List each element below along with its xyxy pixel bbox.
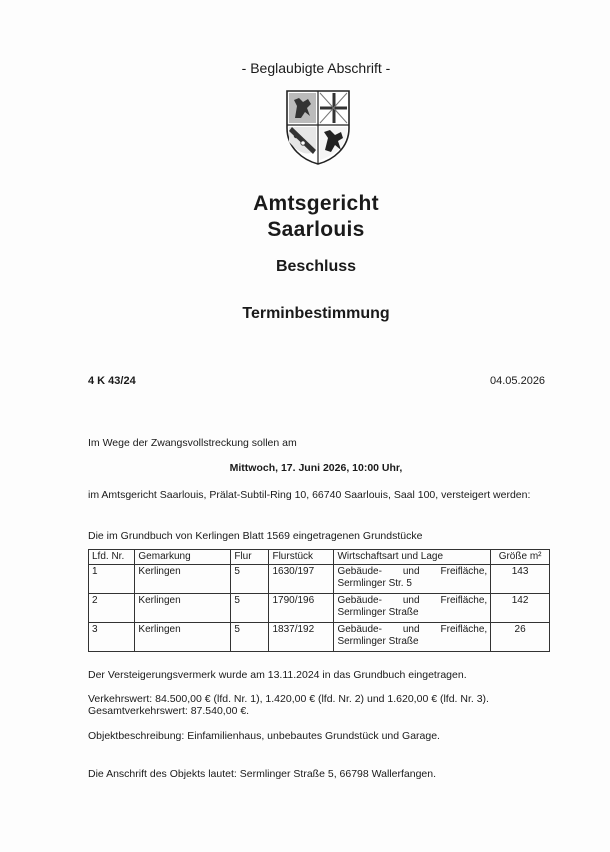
court-name-line2: Saarlouis [267,218,365,241]
hearing-datetime: Mittwoch, 17. Juni 2026, 10:00 Uhr, [229,462,403,474]
column-header: Lfd. Nr. [89,550,135,565]
intro-text: Im Wege der Zwangsvollstreckung sollen am [88,437,297,449]
land-register-text: Die im Grundbuch von Kerlingen Blatt 1569 eingetragenen Grundstücke [88,530,423,542]
cell-use [334,623,491,652]
saarland-coat-of-arms-icon [283,88,353,166]
table-row [89,594,550,623]
cell-nr: 3 [89,623,135,652]
cell-nr: 1 [89,565,135,594]
table-header-row [89,550,550,565]
cell-use [334,594,491,623]
table-row [89,565,550,594]
cell-use-line1: Gebäude- und Freifläche, [337,566,488,577]
cell-gemarkung: Kerlingen [135,565,231,594]
table-row [89,623,550,652]
document-date: 04.05.2026 [490,375,546,387]
object-description: Objektbeschreibung: Einfamilienhaus, unbebautes Grundstück und Garage. [88,730,440,742]
cell-use [334,565,491,594]
cell-nr: 2 [89,594,135,623]
column-header: Flur [231,550,269,565]
cell-flur: 5 [231,594,269,623]
column-header: Wirtschaftsart und Lage [334,550,491,565]
file-number: 4 K 43/24 [88,375,136,387]
cell-gemarkung: Kerlingen [135,594,231,623]
column-header: Gemarkung [135,550,231,565]
cell-use-line2: Sermlinger Straße [337,636,419,647]
cell-size: 142 [491,594,550,623]
market-value: Verkehrswert: 84.500,00 € (lfd. Nr. 1), 1.420,00 € (lfd. Nr. 2) und 1.620,00 € (lfd. Nr. 3). [88,693,489,705]
cell-flur: 5 [231,623,269,652]
cell-gemarkung: Kerlingen [135,623,231,652]
cell-use-line2: Sermlinger Straße [337,607,419,618]
cell-size: 26 [491,623,550,652]
document-subject: Terminbestimmung [242,305,390,322]
certified-copy-note: - Beglaubigte Abschrift - [241,60,391,76]
court-name-line1: Amtsgericht [253,192,379,215]
cell-size: 143 [491,565,550,594]
plots-table [88,549,550,652]
object-address: Die Anschrift des Objekts lautet: Sermlinger Straße 5, 66798 Wallerfangen. [88,768,437,780]
cell-flurstueck: 1790/196 [269,594,334,623]
venue-text: im Amtsgericht Saarlouis, Prälat-Subtil-Ring 10, 66740 Saarlouis, Saal 100, versteigert werden: [88,489,531,501]
record-note: Der Versteigerungsvermerk wurde am 13.11.2024 in das Grundbuch eingetragen. [88,669,467,681]
column-header: Flurstück [269,550,334,565]
cell-use-line1: Gebäude- und Freifläche, [337,624,488,635]
cell-flurstueck: 1630/197 [269,565,334,594]
cell-use-line1: Gebäude- und Freifläche, [337,595,488,606]
total-market-value: Gesamtverkehrswert: 87.540,00 €. [88,705,250,717]
cell-flurstueck: 1837/192 [269,623,334,652]
column-header: Größe m² [491,550,550,565]
cell-flur: 5 [231,565,269,594]
cell-use-line2: Sermlinger Str. 5 [337,578,412,589]
document-type: Beschluss [275,258,357,275]
